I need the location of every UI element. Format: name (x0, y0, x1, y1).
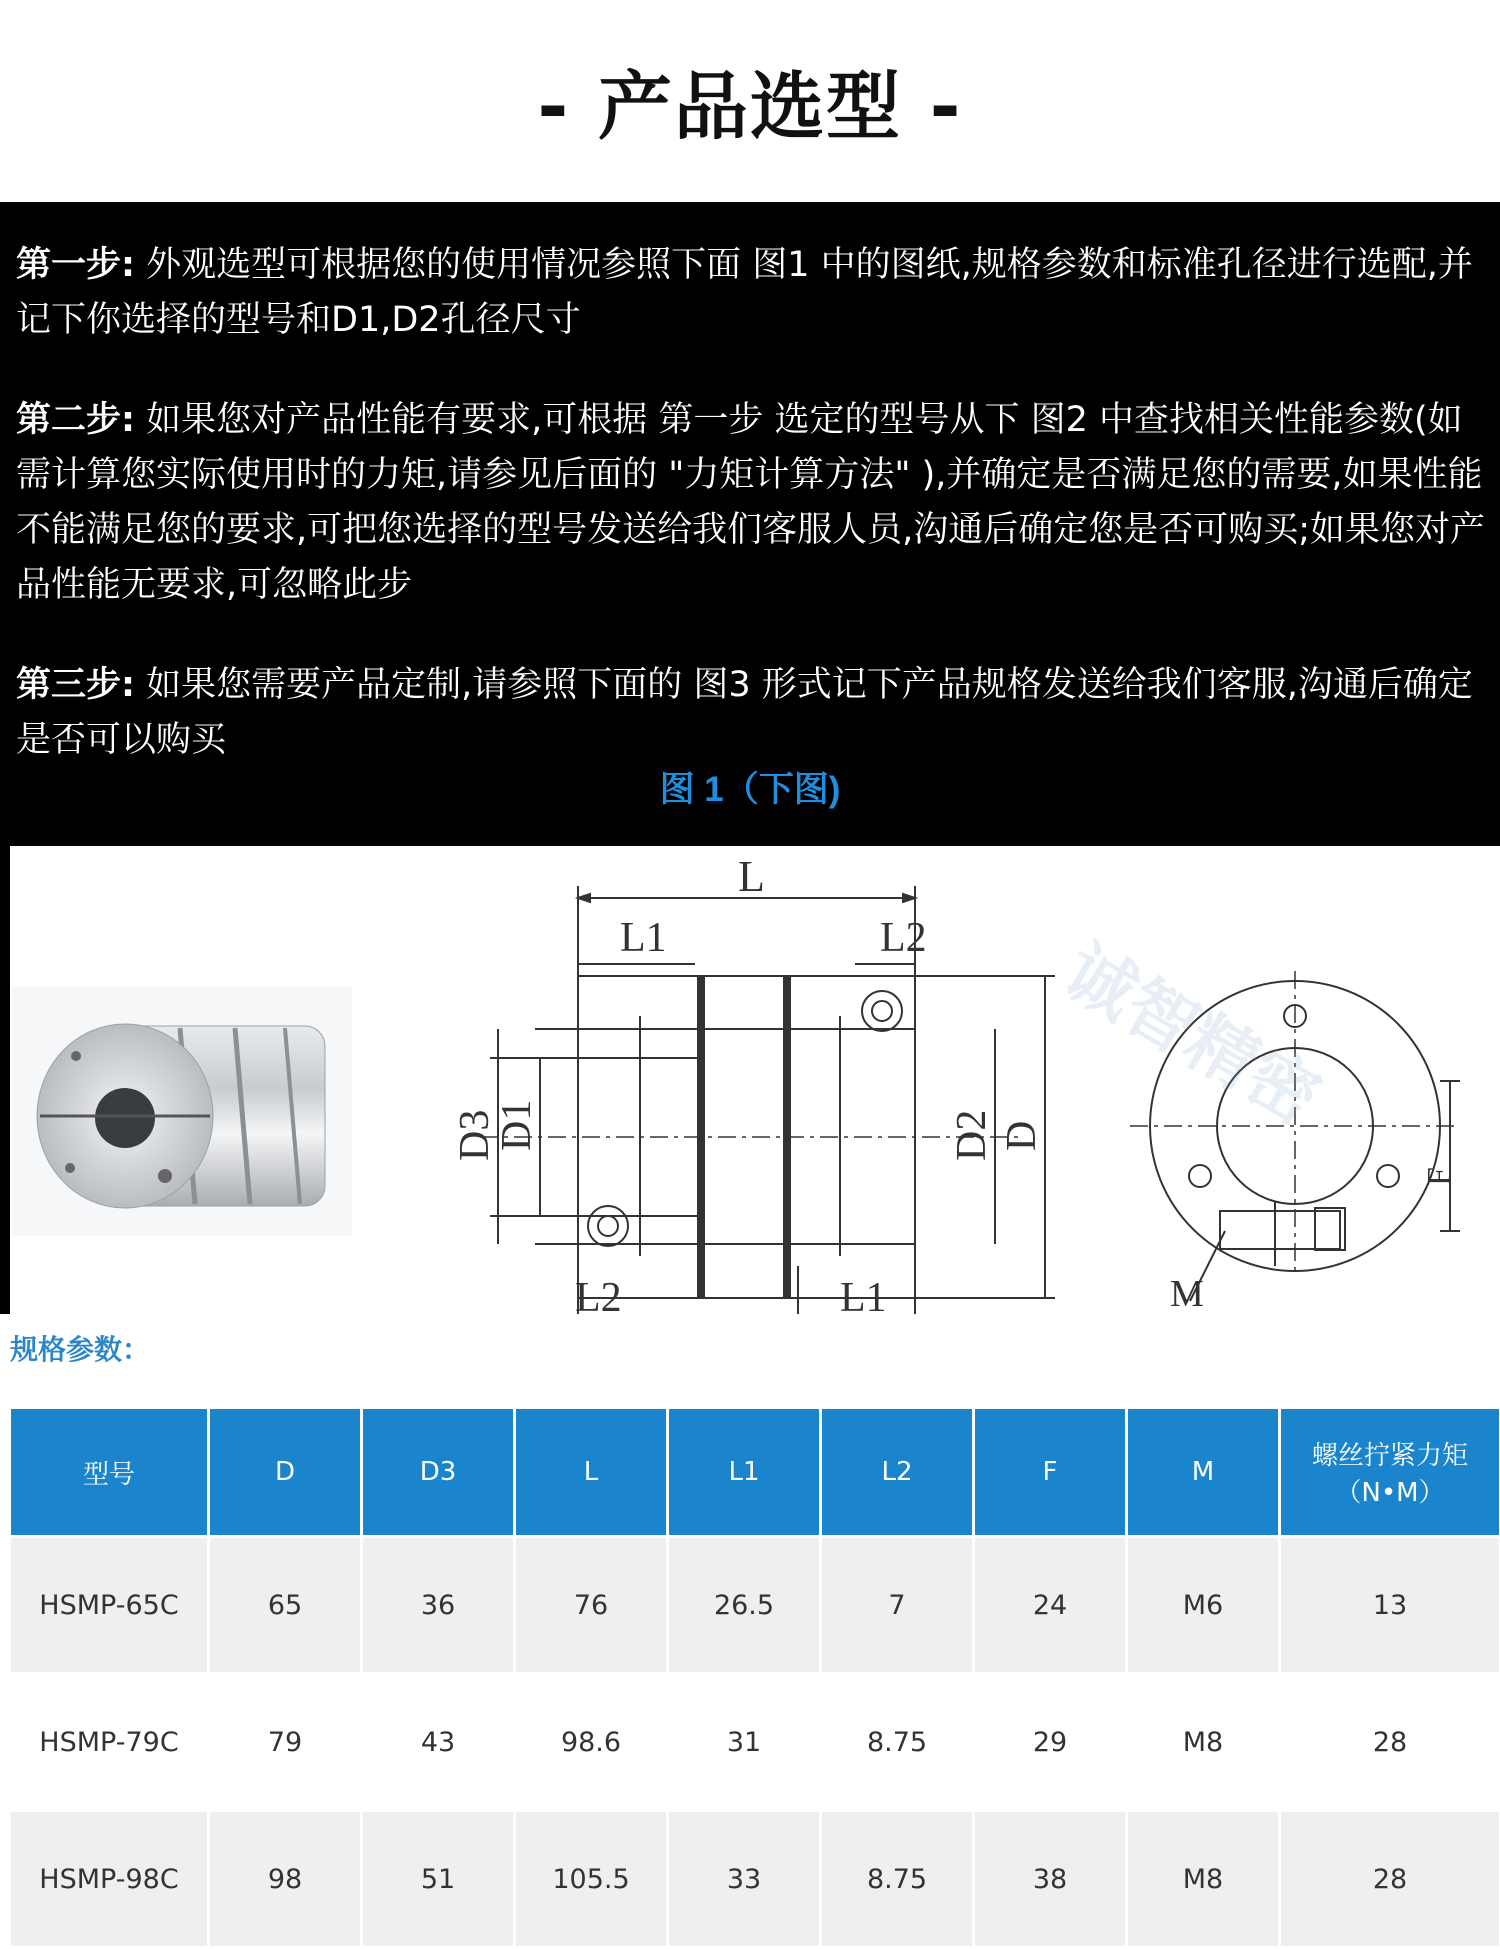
header-model: 型号 (11, 1409, 207, 1538)
dim-F: F (1421, 1167, 1458, 1186)
dim-M: M (1170, 1273, 1204, 1314)
technical-drawing (10, 846, 1500, 1314)
step-1 (16, 238, 1488, 348)
spec-table (8, 1409, 1500, 1949)
step-3-label: 第三步: (16, 665, 135, 705)
table-row (11, 1675, 1499, 1812)
table-row (11, 1538, 1499, 1675)
page-title: - 产品选型 - (537, 64, 963, 150)
cell: M8 (1128, 1675, 1278, 1812)
selection-steps (0, 202, 1500, 846)
step-2 (16, 393, 1488, 613)
table-row (11, 1812, 1499, 1949)
cell: 98.6 (516, 1675, 666, 1812)
cell: 51 (363, 1812, 513, 1949)
step-3-text: 如果您需要产品定制,请参照下面的 图3 形式记下产品规格发送给我们客服,沟通后确定是否可以购买 (16, 665, 1473, 760)
cell: 38 (975, 1812, 1125, 1949)
header-L1: L1 (669, 1409, 819, 1538)
cell: 29 (975, 1675, 1125, 1812)
cell: 43 (363, 1675, 513, 1812)
cell: 76 (516, 1538, 666, 1675)
header-D: D (210, 1409, 360, 1538)
cell: M6 (1128, 1538, 1278, 1675)
header-torque (1281, 1409, 1499, 1538)
cell: 98 (210, 1812, 360, 1949)
spec-title: 规格参数： (10, 1333, 151, 1366)
dim-D2: D2 (949, 1109, 995, 1161)
figure-1-drawing (10, 846, 1500, 1314)
step-3 (16, 658, 1488, 768)
cell: 105.5 (516, 1812, 666, 1949)
header-torque-unit: （N•M） (1335, 1478, 1445, 1508)
step-2-label: 第二步: (16, 400, 135, 440)
figure-1-caption: 图 1（下图) (659, 770, 841, 809)
dim-L1-bottom: L1 (840, 1275, 887, 1314)
step-1-text: 外观选型可根据您的使用情况参照下面 图1 中的图纸,规格参数和标准孔径进行选配,并记下你选择的型号和D1,D2孔径尺寸 (16, 245, 1473, 340)
cell-model: HSMP-65C (11, 1538, 207, 1675)
watermark-figure: 诚智精密 (1049, 929, 1334, 1141)
dim-L2-bottom: L2 (575, 1275, 622, 1314)
dim-L: L (738, 852, 765, 901)
header-D3: D3 (363, 1409, 513, 1538)
header-torque-label: 螺丝拧紧力矩 (1311, 1441, 1468, 1471)
dim-D: D (999, 1120, 1045, 1151)
cell: 24 (975, 1538, 1125, 1675)
coupling-photo (12, 986, 352, 1236)
header-L: L (516, 1409, 666, 1538)
cell: 65 (210, 1538, 360, 1675)
side-view (452, 852, 1055, 1314)
cell: 31 (669, 1675, 819, 1812)
dim-L1-top: L1 (620, 915, 667, 961)
cell: M8 (1128, 1812, 1278, 1949)
header-M: M (1128, 1409, 1278, 1538)
dim-D1: D1 (494, 1099, 540, 1151)
cell: 26.5 (669, 1538, 819, 1675)
cell: 36 (363, 1538, 513, 1675)
cell-model: HSMP-98C (11, 1812, 207, 1949)
step-2-text: 如果您对产品性能有要求,可根据 第一步 选定的型号从下 图2 中查找相关性能参数(如需计算您实际使用时的力矩,请参见后面的 "力矩计算方法" ),并确定是否满足您的需要,如果性能不能满足您的要求,可把您选择的型号发送给我们客服人员,沟通后确定您是否可购买;如果您对产品性能无要求,可忽略此步 (16, 400, 1486, 605)
dim-L2-top: L2 (880, 915, 927, 961)
cell: 13 (1281, 1538, 1499, 1675)
header-L2: L2 (822, 1409, 972, 1538)
cell: 79 (210, 1675, 360, 1812)
table-header-row (11, 1409, 1499, 1538)
header-F: F (975, 1409, 1125, 1538)
cell: 28 (1281, 1812, 1499, 1949)
cell: 33 (669, 1812, 819, 1949)
cell: 28 (1281, 1675, 1499, 1812)
cell: 8.75 (822, 1812, 972, 1949)
cell: 7 (822, 1538, 972, 1675)
title-section (0, 0, 1500, 202)
cell-model: HSMP-79C (11, 1675, 207, 1812)
step-1-label: 第一步: (16, 245, 135, 285)
figure-border (0, 846, 10, 1314)
cell: 8.75 (822, 1675, 972, 1812)
dim-D3: D3 (452, 1109, 498, 1161)
